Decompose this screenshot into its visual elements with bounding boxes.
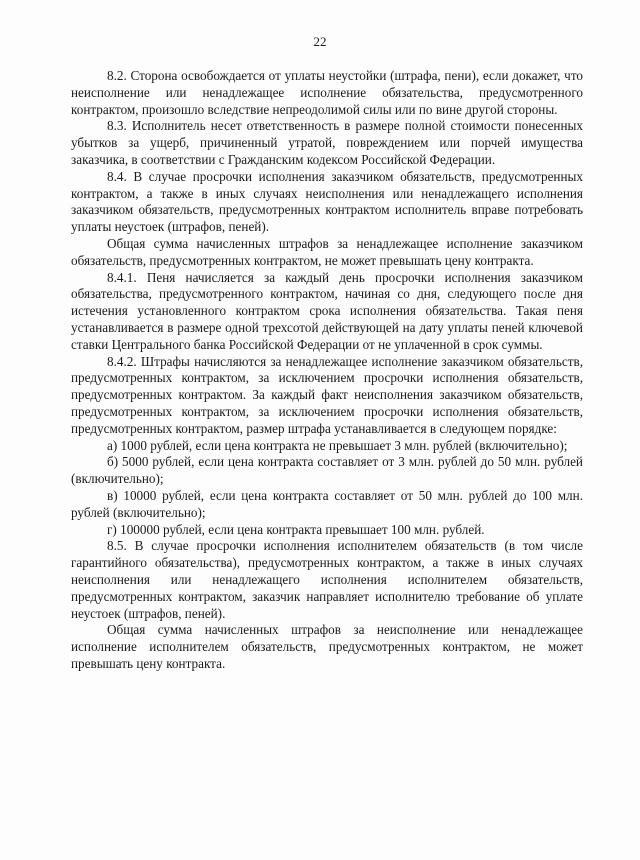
- fine-item-d: г) 100000 рублей, если цена контракта превышает 100 млн. рублей.: [107, 521, 485, 537]
- clause-8-4-1: 8.4.1. Пеня начисляется за каждый день просрочки исполнения заказчиком обязательства, предусмотренного контрактом, начиная со дня, следующего после дня истечения установленного контрактом срока исполнения обязательства. Такая пеня устанавливается в размере одной трехсотой действующей на дату уплаты пеней ключевой ставки Центрального банка Российской Федерации от не уплаченной в срок суммы.: [71, 269, 583, 352]
- fine-item-c: в) 10000 рублей, если цена контракта составляет от 50 млн. рублей до 100 млн. рублей (включительно);: [71, 487, 583, 520]
- fine-item-a: а) 1000 рублей, если цена контракта не превышает 3 млн. рублей (включительно);: [107, 437, 568, 453]
- clause-8-5-total-fines: Общая сумма начисленных штрафов за неисполнение или ненадлежащее исполнение исполнителем обязательств, предусмотренных контрактом, не может превышать цену контракта.: [71, 622, 583, 671]
- clause-8-4-2: 8.4.2. Штрафы начисляются за ненадлежащее исполнение заказчиком обязательств, предусмотренных контрактом, за исключением просрочки исполнения обязательств, предусмотренных контрактом. За каждый факт неисполнения заказчиком обязательств, предусмотренных контрактом, за исключением просрочки исполнения обязательств, предусмотренных контрактом, размер штрафа устанавливается в следующем порядке:: [71, 353, 583, 436]
- clause-8-4-total-fines: Общая сумма начисленных штрафов за ненадлежащее исполнение заказчиком обязательств, предусмотренных контрактом, не может превышать цену контракта.: [71, 235, 583, 268]
- clause-8-3: 8.3. Исполнитель несет ответственность в размере полной стоимости понесенных убытков за ущерб, причиненный утратой, повреждением или порчей имущества заказчика, в соответствии с Гражданским кодексом Российской Федерации.: [71, 118, 583, 167]
- clause-8-5: 8.5. В случае просрочки исполнения исполнителем обязательств (в том числе гарантийного обязательства), предусмотренных контрактом, а также в иных случаях неисполнения или ненадлежащего исполнения исполнителем обязательств, предусмотренных контрактом, заказчик направляет исполнителю требование об уплате неустоек (штрафов, пеней).: [71, 538, 583, 621]
- clause-8-4: 8.4. В случае просрочки исполнения заказчиком обязательств, предусмотренных контрактом, а также в иных случаях неисполнения или ненадлежащего исполнения заказчиком обязательств, предусмотренных контрактом исполнитель вправе потребовать уплаты неустоек (штрафов, пеней).: [71, 168, 583, 235]
- clause-8-2: 8.2. Сторона освобождается от уплаты неустойки (штрафа, пени), если докажет, что неисполнение или ненадлежащее исполнение обязательства, предусмотренного контрактом, произошло вследствие непреодолимой силы или по вине другой стороны.: [71, 68, 583, 117]
- document-body: [71, 68, 583, 673]
- page-number: 22: [313, 34, 327, 49]
- fine-item-b: б) 5000 рублей, если цена контракта составляет от 3 млн. рублей до 50 млн. рублей (включительно);: [71, 454, 583, 487]
